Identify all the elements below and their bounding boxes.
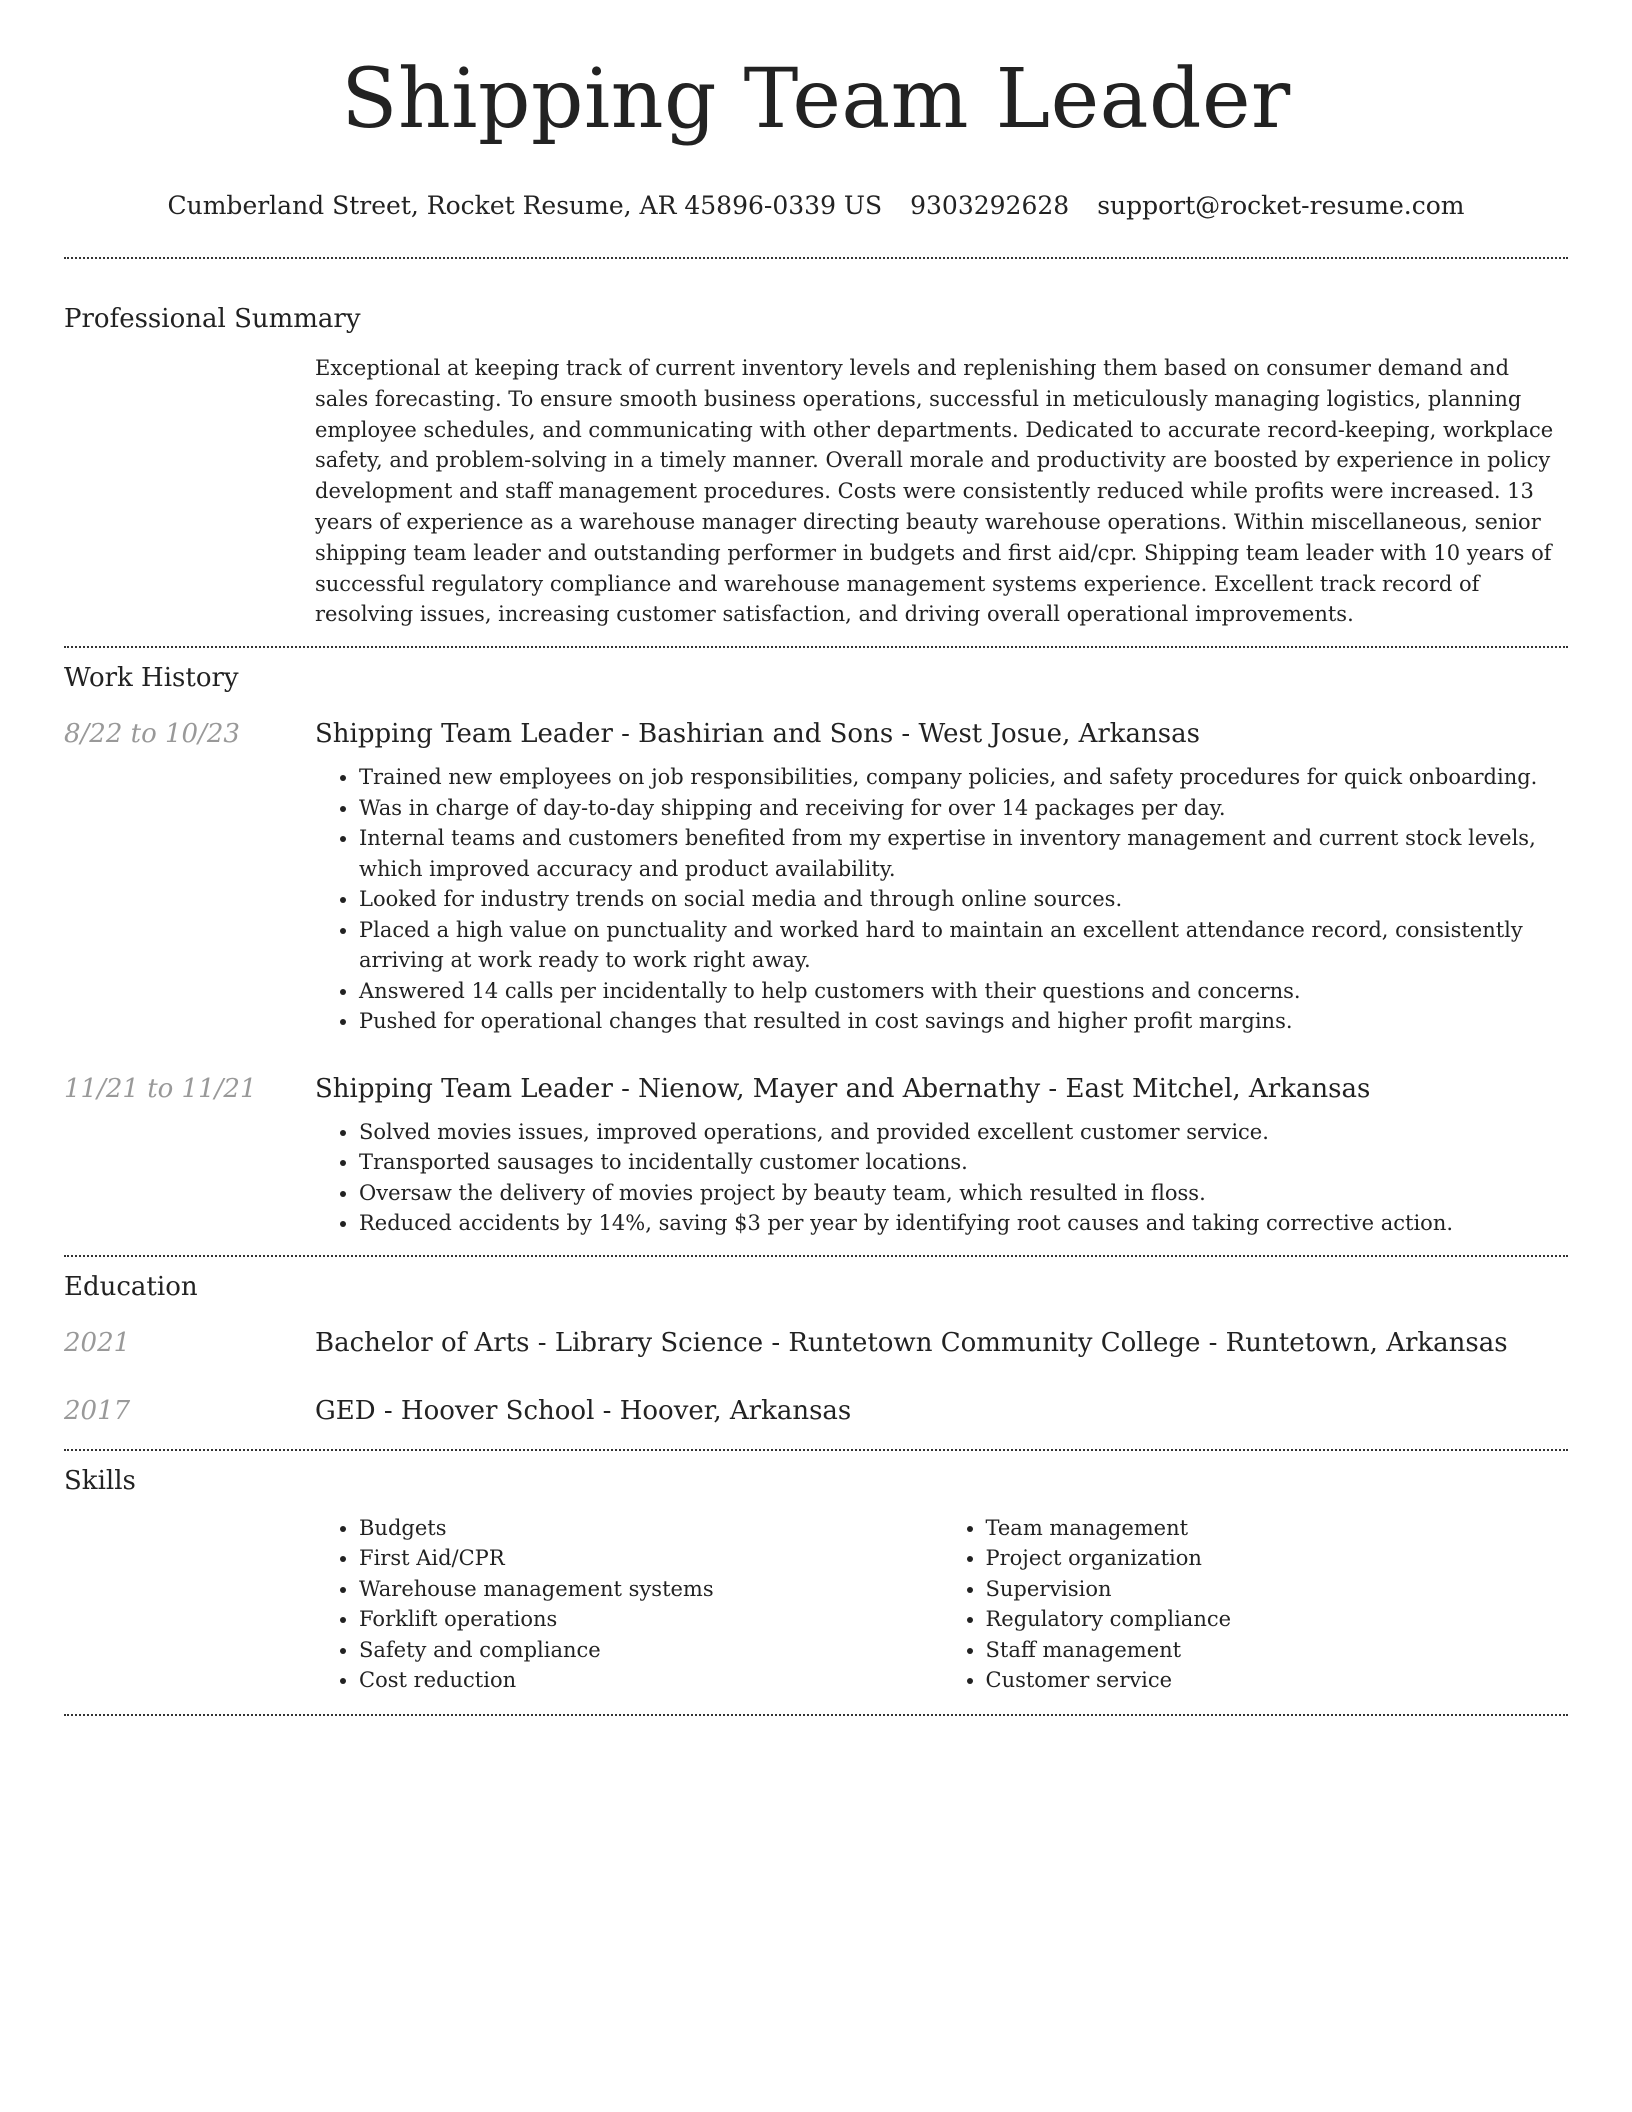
job-bullets-spacer <box>64 1117 315 1239</box>
contact-email: support@rocket-resume.com <box>1097 191 1465 220</box>
skill-item: • Forklift operations <box>359 1604 942 1635</box>
job-bullet-list <box>315 1117 1568 1239</box>
job-bullet: • Pushed for operational changes that resulted in cost savings and higher profit margins. <box>359 1006 1568 1037</box>
skill-item: • Warehouse management systems <box>359 1574 942 1605</box>
contact-address: Cumberland Street, Rocket Resume, AR 45896-0339 US <box>167 191 883 220</box>
summary-section-title: Professional Summary <box>64 304 361 334</box>
contact-phone: 9303292628 <box>910 191 1070 220</box>
section-divider <box>64 257 1568 259</box>
job-bullets-row <box>64 1117 1568 1239</box>
section-divider <box>64 1714 1568 1716</box>
job-bullet: • Answered 14 calls per incidentally to help customers with their questions and concerns. <box>359 976 1568 1007</box>
section-divider <box>64 1255 1568 1257</box>
skill-item: • Safety and compliance <box>359 1635 942 1666</box>
skill-item: • Supervision <box>986 1574 1569 1605</box>
job-header-row <box>64 1071 1568 1107</box>
job-bullet: • Oversaw the delivery of movies project by beauty team, which resulted in floss. <box>359 1178 1568 1209</box>
job-bullet: • Reduced accidents by 14%, saving $3 per year by identifying root causes and taking corrective action. <box>359 1208 1568 1239</box>
job-dates: 8/22 to 10/23 <box>64 719 240 750</box>
job-bullets-spacer <box>64 762 315 1037</box>
job-bullet: • Placed a high value on punctuality and worked hard to maintain an excellent attendance record, consistently arriving at work ready to work right away. <box>359 915 1568 976</box>
job-header-row <box>64 716 1568 752</box>
summary-left-column <box>64 353 315 630</box>
education-entry <box>64 1393 1568 1429</box>
skills-columns <box>315 1513 1568 1696</box>
skill-item: • Team management <box>986 1513 1569 1544</box>
contact-line <box>64 186 1568 226</box>
skill-item: • First Aid/CPR <box>359 1543 942 1574</box>
education-text: GED - Hoover School - Hoover, Arkansas <box>315 1395 852 1426</box>
job-bullet-list <box>315 762 1568 1037</box>
education-text: Bachelor of Arts - Library Science - Runtetown Community College - Runtetown, Arkansas <box>315 1327 1508 1358</box>
skills-list-right <box>942 1513 1569 1696</box>
work-section-title: Work History <box>64 663 239 694</box>
education-year: 2021 <box>64 1327 131 1358</box>
skills-section-title: Skills <box>64 1465 136 1496</box>
job-heading: Shipping Team Leader - Bashirian and Sons - West Josue, Arkansas <box>315 719 1200 750</box>
summary-row <box>64 353 1568 630</box>
resume-page <box>64 0 1568 1716</box>
section-divider <box>64 1449 1568 1451</box>
education-entry <box>64 1325 1568 1361</box>
skill-item: • Staff management <box>986 1635 1569 1666</box>
job-bullets-column <box>315 1117 1568 1239</box>
skill-item: • Project organization <box>986 1543 1569 1574</box>
job-bullet: • Internal teams and customers benefited from my expertise in inventory management and current stock levels, which improved accuracy and product availability. <box>359 823 1568 884</box>
skills-list-left <box>315 1513 942 1696</box>
skills-row <box>64 1513 1568 1696</box>
job-heading: Shipping Team Leader - Nienow, Mayer and Abernathy - East Mitchel, Arkansas <box>315 1073 1371 1104</box>
education-section-title: Education <box>64 1271 198 1302</box>
skills-spacer <box>64 1513 315 1696</box>
education-year: 2017 <box>64 1395 131 1426</box>
job-bullet: • Solved movies issues, improved operations, and provided excellent customer service. <box>359 1117 1568 1148</box>
skill-item: • Customer service <box>986 1665 1569 1696</box>
job-bullet: • Transported sausages to incidentally customer locations. <box>359 1147 1568 1178</box>
resume-name: Shipping Team Leader <box>341 52 1291 147</box>
job-bullet: • Was in charge of day-to-day shipping and receiving for over 14 packages per day. <box>359 793 1568 824</box>
summary-text: Exceptional at keeping track of current inventory levels and replenishing them based on consumer demand and sales forecasting. To ensure smooth business operations, successful in meticulously managing logistics, planning employee schedules, and communicating with other departments. Dedicated to accurate record-keeping, workplace safety, and problem-solving in a timely manner. Overall morale and productivity are boosted by experience in policy development and staff management procedures. Costs were consistently reduced while profits were increased. 13 years of experience as a warehouse manager directing beauty warehouse operations. Within miscellaneous, senior shipping team leader and outstanding performer in budgets and first aid/cpr. Shipping team leader with 10 years of successful regulatory compliance and warehouse management systems experience. Excellent track record of resolving issues, increasing customer satisfaction, and driving overall operational improvements. <box>315 356 1554 627</box>
job-entry <box>64 1071 1568 1239</box>
skill-item: • Regulatory compliance <box>986 1604 1569 1635</box>
job-bullets-column <box>315 762 1568 1037</box>
job-bullet: • Looked for industry trends on social media and through online sources. <box>359 884 1568 915</box>
skill-item: • Cost reduction <box>359 1665 942 1696</box>
job-entry <box>64 716 1568 1037</box>
skill-item: • Budgets <box>359 1513 942 1544</box>
job-dates: 11/21 to 11/21 <box>64 1073 257 1104</box>
job-bullet: • Trained new employees on job responsibilities, company policies, and safety procedures for quick onboarding. <box>359 762 1568 793</box>
job-bullets-row <box>64 762 1568 1037</box>
section-divider <box>64 646 1568 648</box>
